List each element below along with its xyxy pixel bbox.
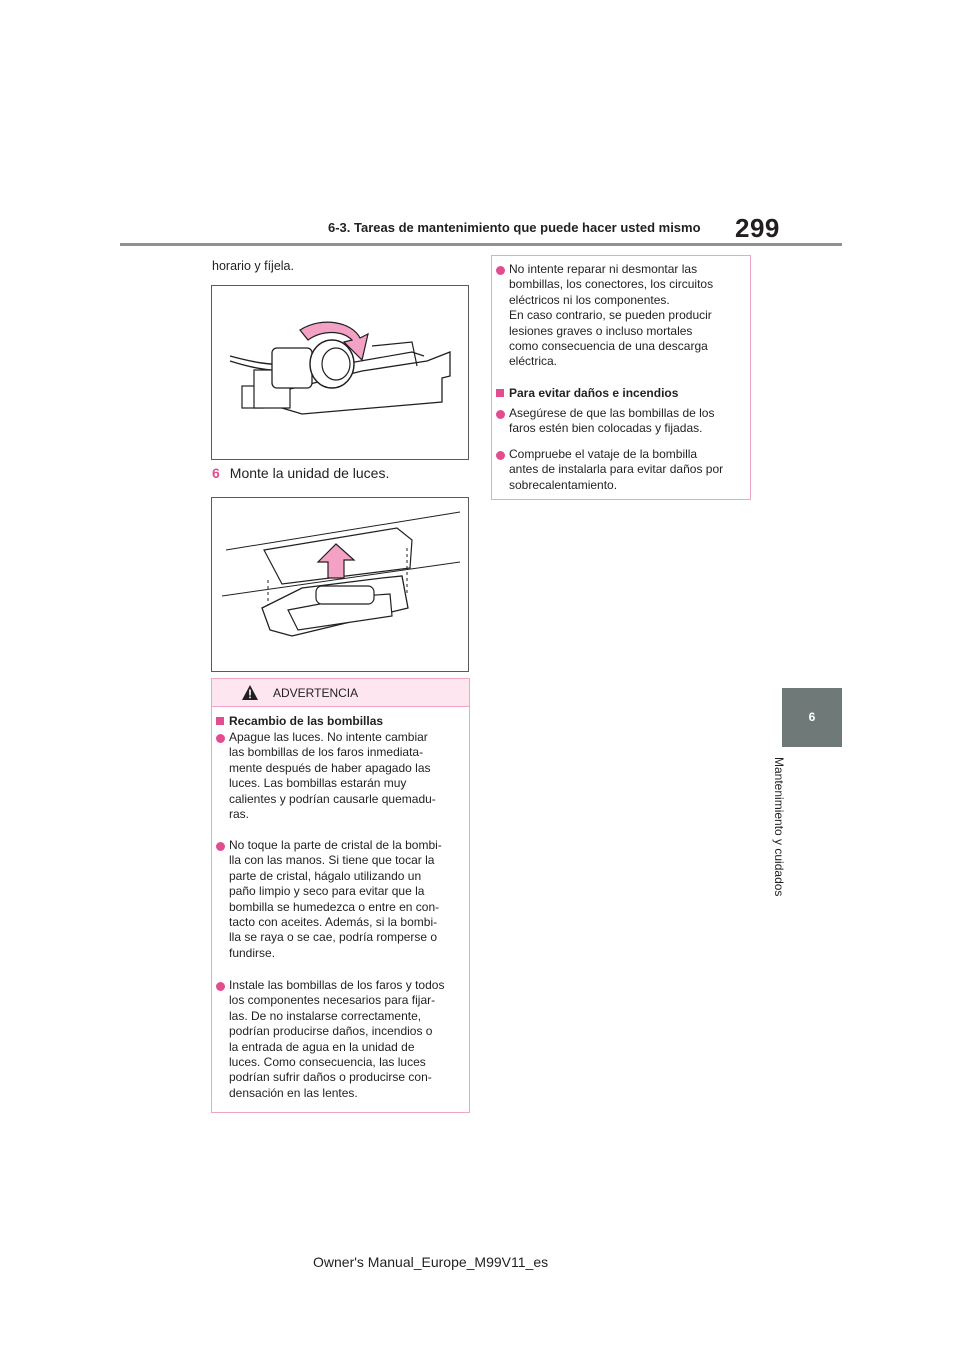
bullet-icon (496, 410, 505, 419)
warning-section-heading-2: Para evitar daños e incendios (509, 386, 679, 400)
text-line: los componentes necesarios para fijar- (229, 993, 436, 1008)
chapter-label-text: Mantenimiento y cuidados (772, 757, 786, 897)
text-line: Compruebe el vataje de la bombilla (509, 447, 698, 461)
text-line: las bombillas de los faros inmediata- (229, 745, 424, 760)
warning-triangle-icon (241, 684, 259, 701)
warning-bullet-1 (229, 730, 436, 822)
warning-bullet-6 (509, 447, 723, 493)
warning-box-continued (491, 255, 751, 500)
text-line: podrían sufrir daños o producirse con- (229, 1070, 432, 1085)
text-line: ras. (229, 807, 250, 822)
text-line: como consecuencia de una descarga (509, 339, 708, 354)
mount-unit-illustration (212, 498, 468, 671)
text-line: Instale las bombillas de los faros y todos (229, 978, 445, 992)
text-line: eléctrica. (509, 354, 558, 369)
warning-bullet-5 (509, 406, 714, 437)
text-line: bombilla se humedezca o entre en con- (229, 899, 440, 914)
text-line: No toque la parte de cristal de la bombi- (229, 838, 442, 852)
bullet-icon (496, 451, 505, 460)
warning-bullet-4 (509, 262, 713, 370)
text-line: fundirse. (229, 945, 276, 960)
text-line: luces. Como consecuencia, las luces (229, 1055, 426, 1070)
text-line: sobrecalentamiento. (509, 477, 618, 492)
text-line: mente después de haber apagado las (229, 760, 431, 775)
section-title: 6-3. Tareas de mantenimiento que puede hacer usted mismo (328, 220, 701, 235)
text-line: lla se raya o se cae, podría romperse o (229, 930, 438, 945)
warning-title: ADVERTENCIA (273, 686, 359, 700)
bullet-icon (216, 982, 225, 991)
footer-manual-id: Owner's Manual_Europe_M99V11_es (313, 1254, 549, 1270)
text-line: paño limpio y seco para evitar que la (229, 884, 425, 899)
text-line: Apague las luces. No intente cambiar (229, 730, 428, 744)
text-line: faros estén bien colocadas y fijadas. (509, 421, 703, 436)
warning-bullet-3 (229, 978, 444, 1101)
text-line: la entrada de agua en la unidad de (229, 1039, 415, 1054)
page-number: 299 (735, 213, 780, 243)
text-line: antes de instalarla para evitar daños por (509, 462, 724, 477)
text-line: lesiones graves o incluso mortales (509, 323, 693, 338)
text-line: podrían producirse daños, incendios o (229, 1024, 433, 1039)
warning-bullet-2 (229, 838, 442, 961)
warning-box (211, 678, 470, 1113)
text-line: calientes y podrían causarle quemadu- (229, 791, 436, 806)
step-6 (212, 465, 389, 481)
figure-mount-unit (211, 497, 469, 672)
text-line: tacto con aceites. Además, si la bombi- (229, 915, 438, 930)
bullet-icon (496, 266, 505, 275)
step-text: Monte la unidad de luces. (229, 465, 390, 481)
chapter-label (772, 757, 800, 917)
section-square-icon (216, 717, 224, 725)
warning-section-heading: Recambio de las bombillas (229, 714, 384, 728)
text-line: parte de cristal, hágalo utilizando un (229, 868, 422, 883)
figure-bulb-rotate (211, 285, 469, 460)
bulb-rotate-illustration (212, 286, 468, 459)
text-line: En caso contrario, se pueden producir (509, 308, 712, 323)
text-line: luces. Las bombillas estarán muy (229, 776, 407, 791)
step-number: 6 (212, 465, 220, 481)
intro-text: horario y fíjela. (212, 259, 294, 273)
text-line: lla con las manos. Si tiene que tocar la (229, 853, 435, 868)
warning-header (212, 679, 469, 707)
text-line: Asegúrese de que las bombillas de los (509, 406, 715, 420)
text-line: las. De no instalarse correctamente, (229, 1008, 422, 1023)
bullet-icon (216, 734, 225, 743)
bullet-icon (216, 842, 225, 851)
text-line: eléctricos ni los componentes. (509, 292, 670, 307)
header-rule (120, 243, 842, 246)
text-line: densación en las lentes. (229, 1085, 358, 1100)
chapter-tab: 6 (782, 688, 842, 747)
text-line: No intente reparar ni desmontar las (509, 262, 698, 276)
text-line: bombillas, los conectores, los circuitos (509, 277, 714, 292)
section-square-icon (496, 389, 504, 397)
